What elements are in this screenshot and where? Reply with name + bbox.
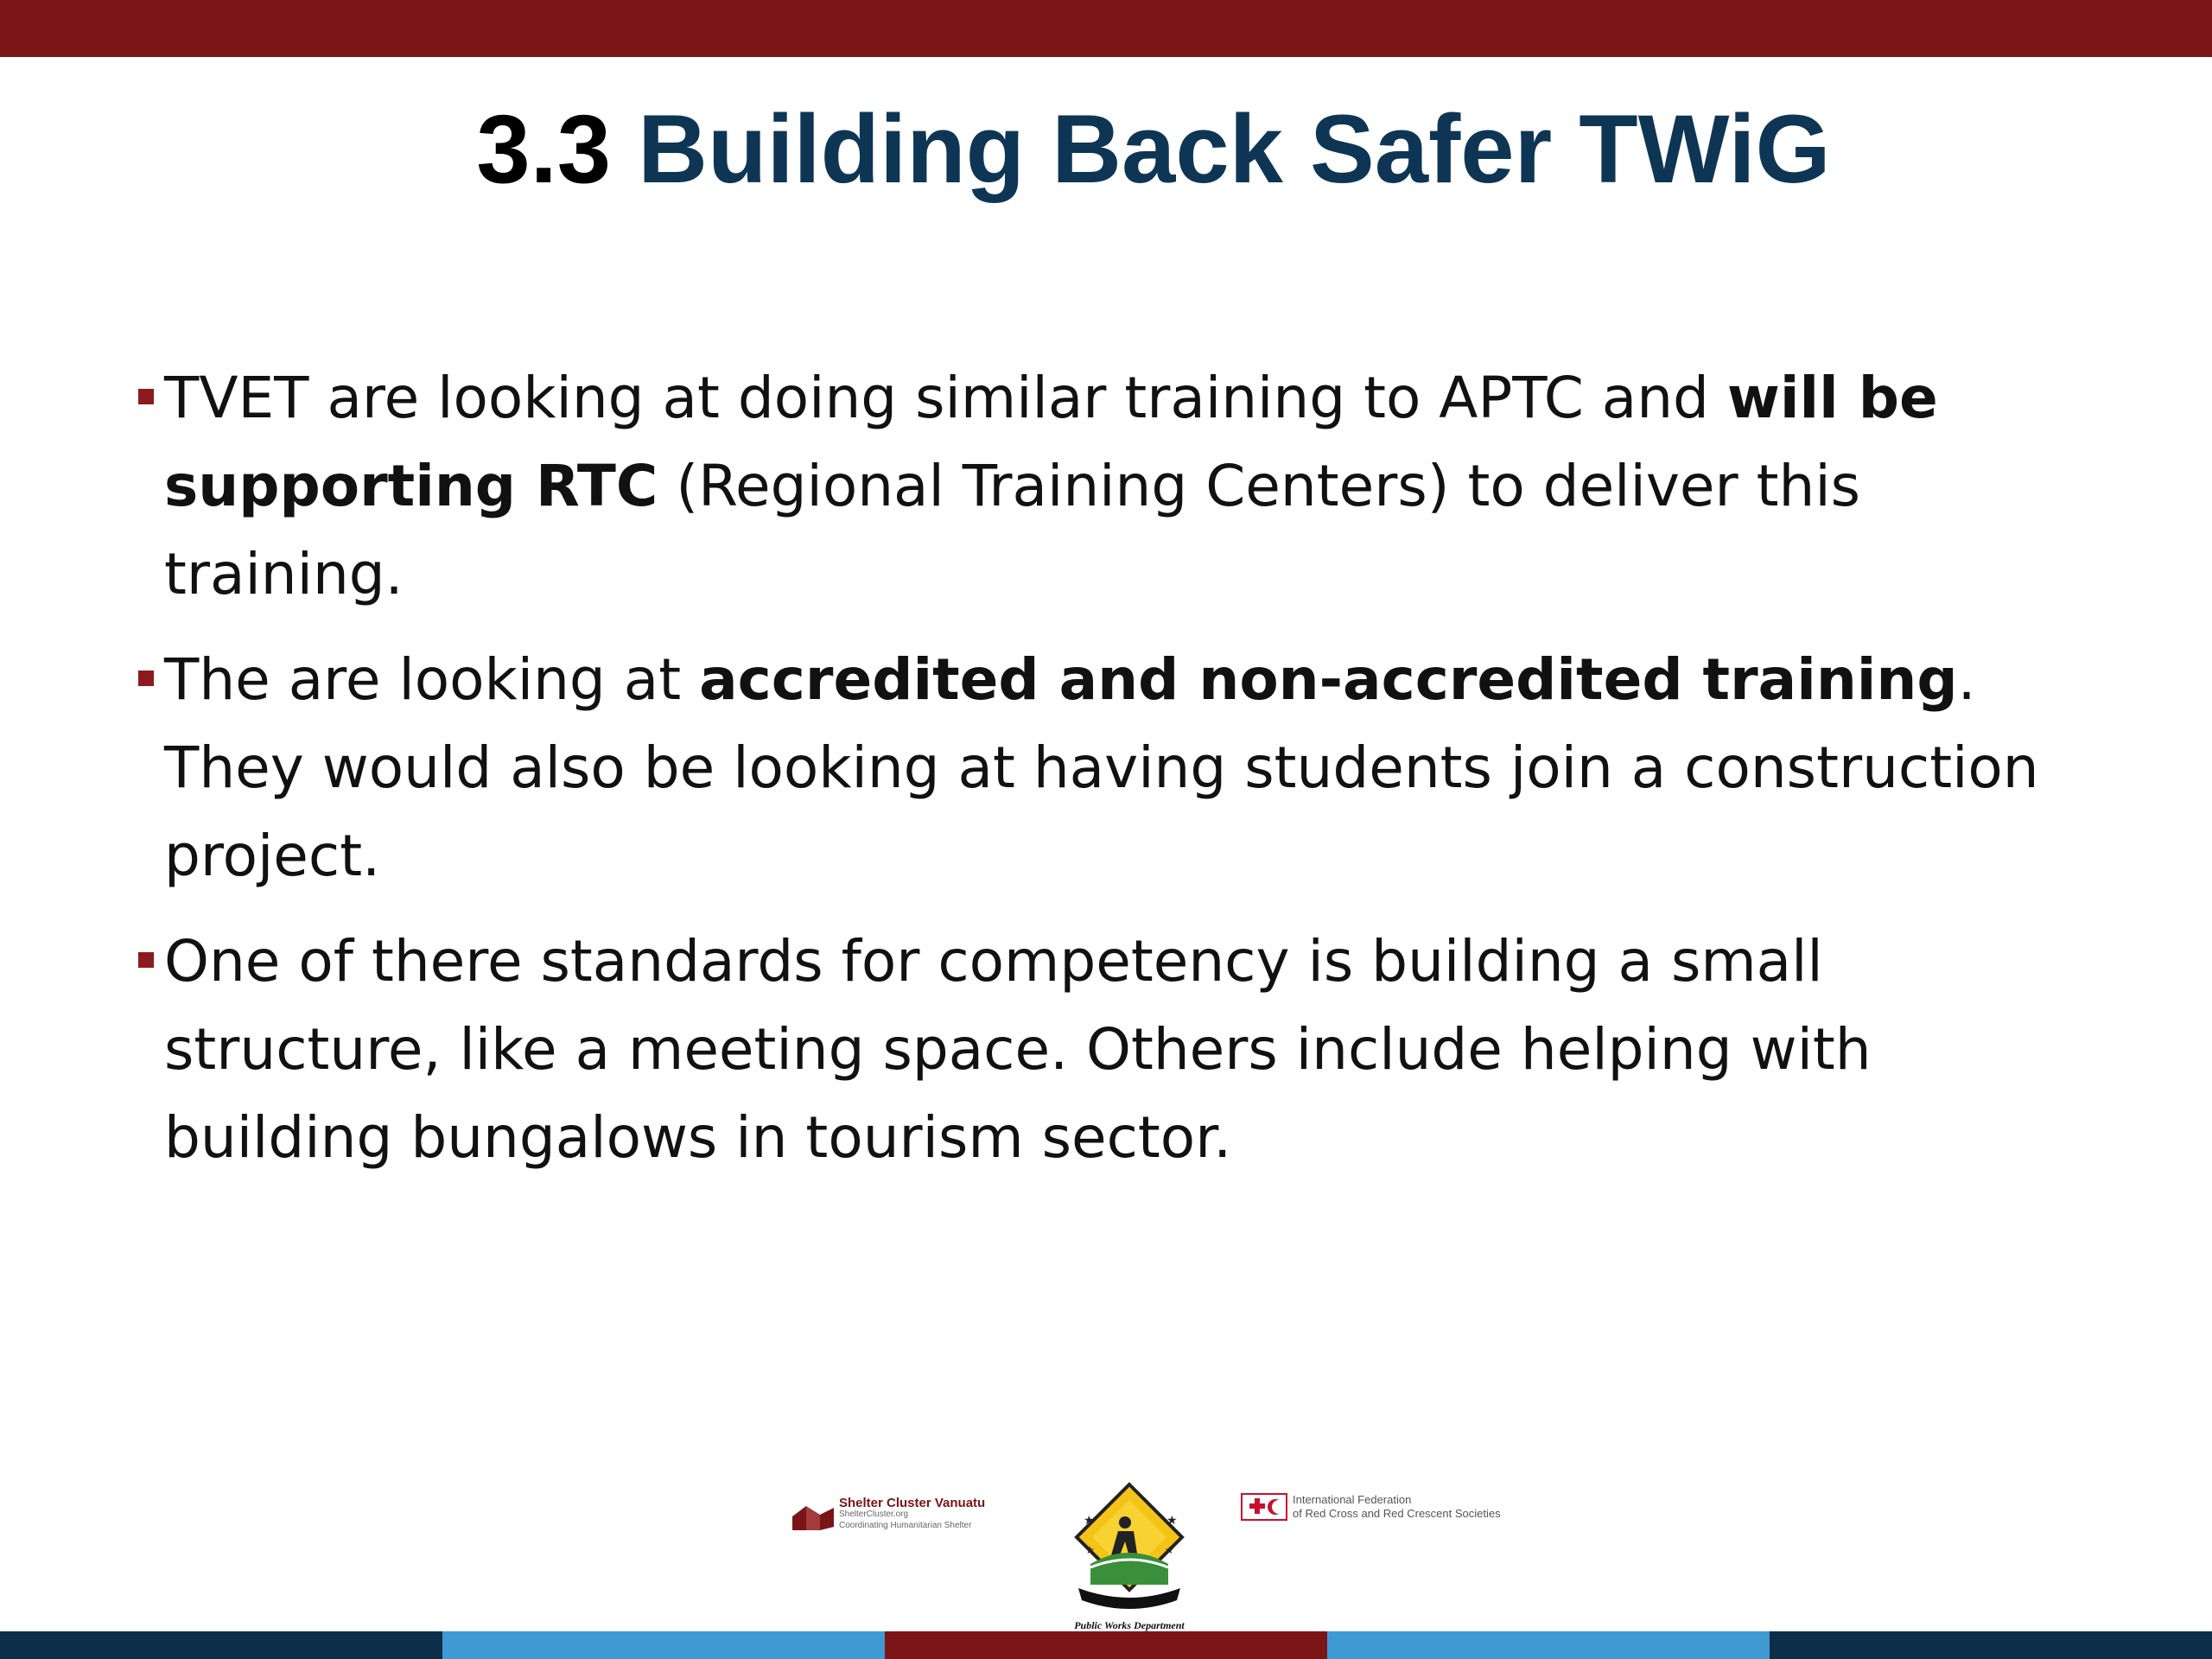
slide-title — [0, 93, 2212, 206]
bottom-bar-segment — [442, 1631, 885, 1659]
public-works-emblem-icon — [1061, 1481, 1198, 1618]
top-accent-bar — [0, 0, 2212, 57]
slide-title-text: Building Back Safer TWiG — [638, 95, 1831, 203]
public-works-logo — [1061, 1481, 1198, 1637]
bullet-item — [137, 354, 2055, 619]
bullet-item — [137, 636, 2055, 900]
public-works-caption: Public Works Department — [1074, 1619, 1185, 1631]
bottom-bar-segment — [885, 1631, 1327, 1659]
bottom-bar-segment — [1327, 1631, 1770, 1659]
footer-logos — [0, 1478, 2212, 1633]
bullet-item — [137, 918, 2055, 1182]
bottom-bar-segment — [1770, 1631, 2212, 1659]
bottom-bar-segment — [0, 1631, 442, 1659]
bullet-text-bold: will be supporting RTC — [164, 365, 1938, 519]
shelter-cluster-tagline: Coordinating Humanitarian Shelter — [839, 1521, 972, 1530]
svg-text:★: ★ — [1084, 1513, 1095, 1527]
shelter-cluster-name: Shelter Cluster Vanuatu — [839, 1496, 986, 1510]
bullet-text-part: . They would also be looking at having students join a construction project. — [164, 646, 2039, 889]
bullet-text-part: One of there standards for competency is building a small structure, like a meeting space. Others include helping with building bungalows in tourism sector. — [164, 928, 1872, 1171]
bullet-text-bold: accredited and non-accredited training — [699, 646, 1958, 713]
bullet-text — [164, 365, 1938, 607]
bullet-text-part: (Regional Training Centers) to deliver this training. — [164, 453, 1861, 607]
ifrc-name-line1: International Federation — [1293, 1493, 1412, 1506]
svg-text:★: ★ — [1165, 1544, 1174, 1556]
bullet-text-part: The are looking at — [164, 646, 700, 713]
ifrc-name-line2: of Red Cross and Red Crescent Societies — [1293, 1507, 1501, 1520]
bullet-square-icon — [138, 952, 154, 968]
bullet-square-icon — [138, 671, 154, 686]
shelter-cluster-site: ShelterCluster.org — [839, 1510, 909, 1519]
bullet-text — [164, 928, 1872, 1171]
red-cross-crescent-icon — [1241, 1493, 1287, 1521]
bottom-color-bar — [0, 1631, 2212, 1659]
bullet-list — [137, 354, 2055, 1199]
bullet-text — [164, 646, 2039, 889]
shelter-cluster-logo — [791, 1491, 1015, 1542]
svg-text:★: ★ — [1085, 1544, 1095, 1556]
bullet-square-icon — [138, 389, 154, 404]
slide-title-number: 3.3 — [476, 95, 612, 203]
svg-text:★: ★ — [1166, 1513, 1178, 1527]
shelter-house-icon — [791, 1501, 836, 1535]
ifrc-logo — [1241, 1491, 1552, 1526]
bullet-text-part: TVET are looking at doing similar training to APTC and — [164, 365, 1727, 431]
